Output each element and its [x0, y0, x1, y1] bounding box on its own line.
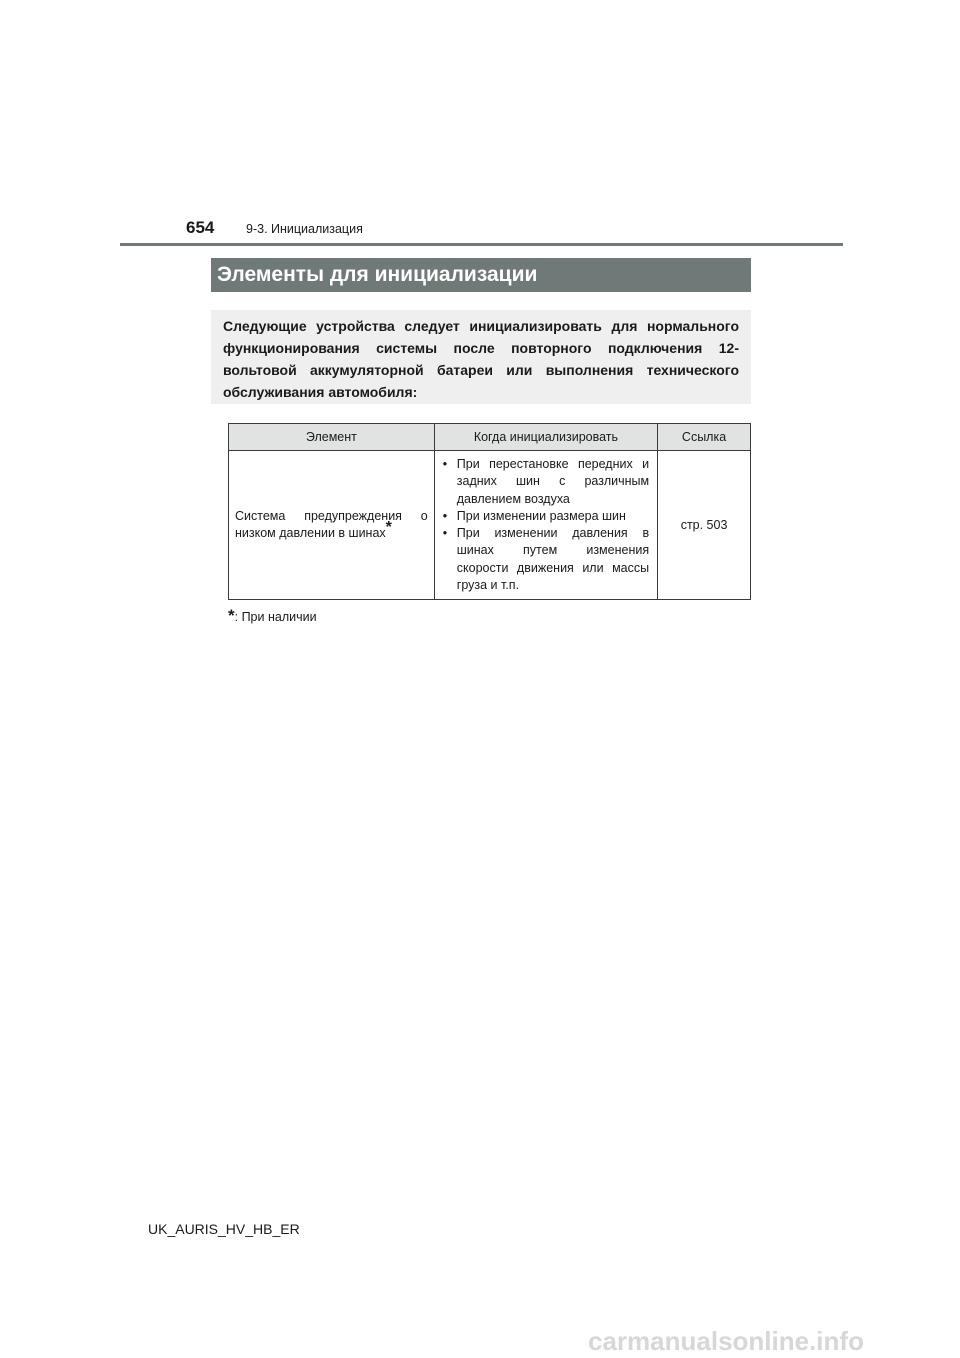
column-header-when: Когда инициализировать	[434, 424, 657, 451]
section-label: 9-3. Инициализация	[246, 222, 363, 236]
when-list	[441, 456, 649, 594]
column-header-element: Элемент	[229, 424, 435, 451]
list-item: • При перестановке передних и задних шин с различным давлением воздуха	[441, 456, 649, 508]
when-cell	[434, 451, 657, 600]
document-code: UK_AURIS_HV_HB_ER	[148, 1221, 300, 1237]
page-number: 654	[186, 218, 215, 237]
intro-text: Следующие устройства следует инициализировать для нормального функционирования системы после повторного подключения 12-вольтовой аккумуляторной батареи или выполнения технического обслуживания автомобиля:	[211, 310, 751, 404]
table-header-row	[229, 424, 751, 451]
footnote	[228, 606, 317, 626]
element-cell	[229, 451, 435, 600]
section-title: Элементы для инициализации	[211, 258, 751, 292]
list-item: • При изменении размера шин	[441, 508, 649, 525]
header-rule	[120, 243, 843, 246]
element-name: Система предупреждения о низком давлении в шинах	[235, 509, 428, 541]
column-header-reference: Ссылка	[658, 424, 751, 451]
availability-asterisk: *	[385, 519, 392, 537]
watermark: carmanualsonline.info	[588, 1326, 864, 1356]
footnote-asterisk: *	[228, 606, 235, 625]
footnote-text: : При наличии	[234, 610, 317, 624]
table-row	[229, 451, 751, 600]
list-item: • При изменении давления в шинах путем изменения скорости движения или массы груза и т.п.	[441, 525, 649, 594]
initialization-table	[228, 423, 751, 600]
reference-cell: стр. 503	[658, 451, 751, 600]
